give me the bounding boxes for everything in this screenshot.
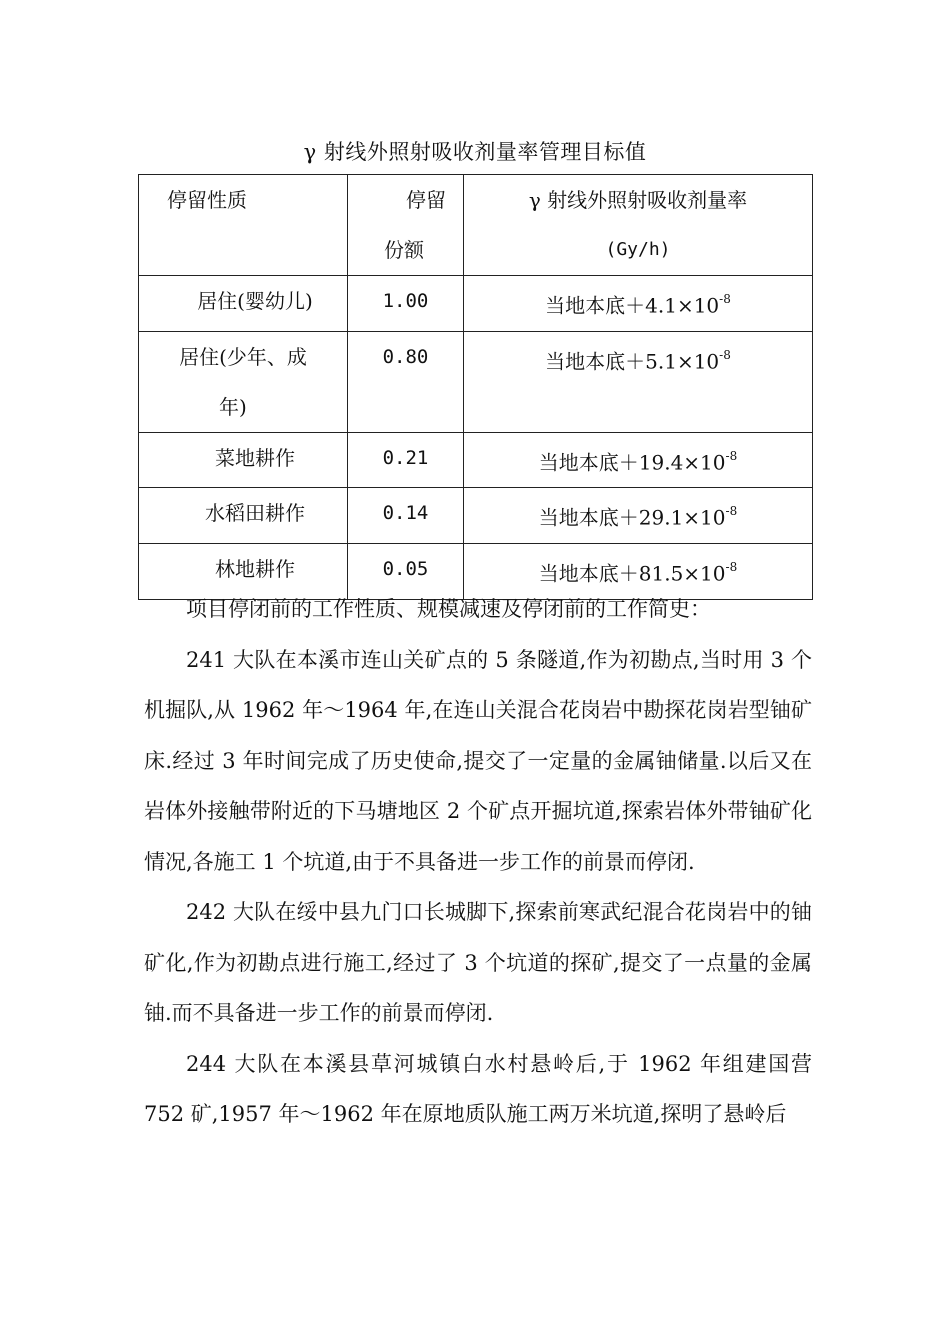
row-share: 0.21	[382, 446, 429, 469]
header-share	[348, 175, 463, 275]
rate-exponent: -8	[725, 504, 738, 519]
row-rate	[464, 276, 812, 331]
header-rate-line1: γ 射线外照射吸收剂量率	[528, 188, 748, 212]
rate-exponent: -8	[719, 347, 731, 362]
rate-value: 当地本底＋19.4×10	[538, 450, 726, 475]
paragraph-history-intro: 项目停闭前的工作性质、规模减速及停闭前的工作简史：	[186, 597, 711, 621]
table-row	[139, 276, 813, 332]
row-nature	[139, 332, 347, 432]
table-row	[139, 488, 813, 544]
row-share: 1.00	[382, 290, 429, 312]
header-nature: 停留性质	[167, 188, 247, 212]
paragraph-244: 244 大队在本溪县草河城镇白水村悬岭后,于 1962 年组建国营 752 矿,1957 年～1962 年在原地质队施工两万米坑道,探明了悬岭后	[144, 1051, 812, 1126]
row-nature: 菜地耕作	[215, 445, 295, 470]
table-header-row	[139, 175, 813, 276]
rate-exponent: -8	[719, 292, 731, 306]
row-rate	[464, 332, 812, 387]
header-nature-cell	[139, 175, 348, 276]
rate-value: 当地本底＋29.1×10	[538, 505, 726, 530]
row-rate	[464, 488, 812, 543]
table-row	[139, 432, 813, 488]
header-rate	[464, 175, 812, 275]
row-nature: 水稻田耕作	[205, 501, 305, 526]
rate-exponent: -8	[725, 448, 738, 463]
rate-exponent: -8	[725, 559, 738, 574]
header-rate-cell	[464, 175, 813, 276]
rate-value: 当地本底＋4.1×10	[545, 293, 720, 318]
rate-value: 当地本底＋5.1×10	[545, 349, 720, 374]
table-row	[139, 331, 813, 432]
header-rate-line2: (Gy/h)	[605, 239, 671, 260]
header-share-line2: 份额	[384, 238, 424, 262]
row-nature-line1: 居住(少年、成	[179, 344, 307, 369]
row-rate	[464, 433, 812, 488]
body-text	[144, 584, 812, 1140]
paragraph-242: 242 大队在绥中县九门口长城脚下,探索前寒武纪混合花岗岩中的铀矿化,作为初勘点进行施工,经过了 3 个坑道的探矿,提交了一点量的金属铀.而不具备进一步工作的前景而停闭.	[144, 900, 812, 1025]
table-title: γ 射线外照射吸收剂量率管理目标值	[303, 140, 647, 164]
row-nature-line2: 年)	[219, 394, 247, 419]
row-share: 0.14	[382, 502, 429, 525]
header-share-line1: 停留	[406, 188, 446, 212]
row-share: 0.80	[382, 345, 429, 368]
row-nature: 林地耕作	[215, 556, 295, 581]
row-nature: 居住(婴幼儿)	[197, 289, 313, 313]
rate-value: 当地本底＋81.5×10	[538, 561, 726, 586]
header-share-cell	[348, 175, 464, 276]
row-share: 0.05	[382, 557, 429, 580]
dose-rate-table	[138, 174, 813, 600]
paragraph-241: 241 大队在本溪市连山关矿点的 5 条隧道,作为初勘点,当时用 3 个机掘队,从 1962 年～1964 年,在连山关混合花岗岩中勘探花岗岩型铀矿床.经过 3 年时间完成了历史使命,提交了一定量的金属铀储量.以后又在岩体外接触带附近的下马塘地区 2 个矿点开掘坑道,探索岩体外带铀矿化情况,各施工 1 个坑道,由于不具备进一步工作的前景而停闭.	[144, 647, 812, 874]
